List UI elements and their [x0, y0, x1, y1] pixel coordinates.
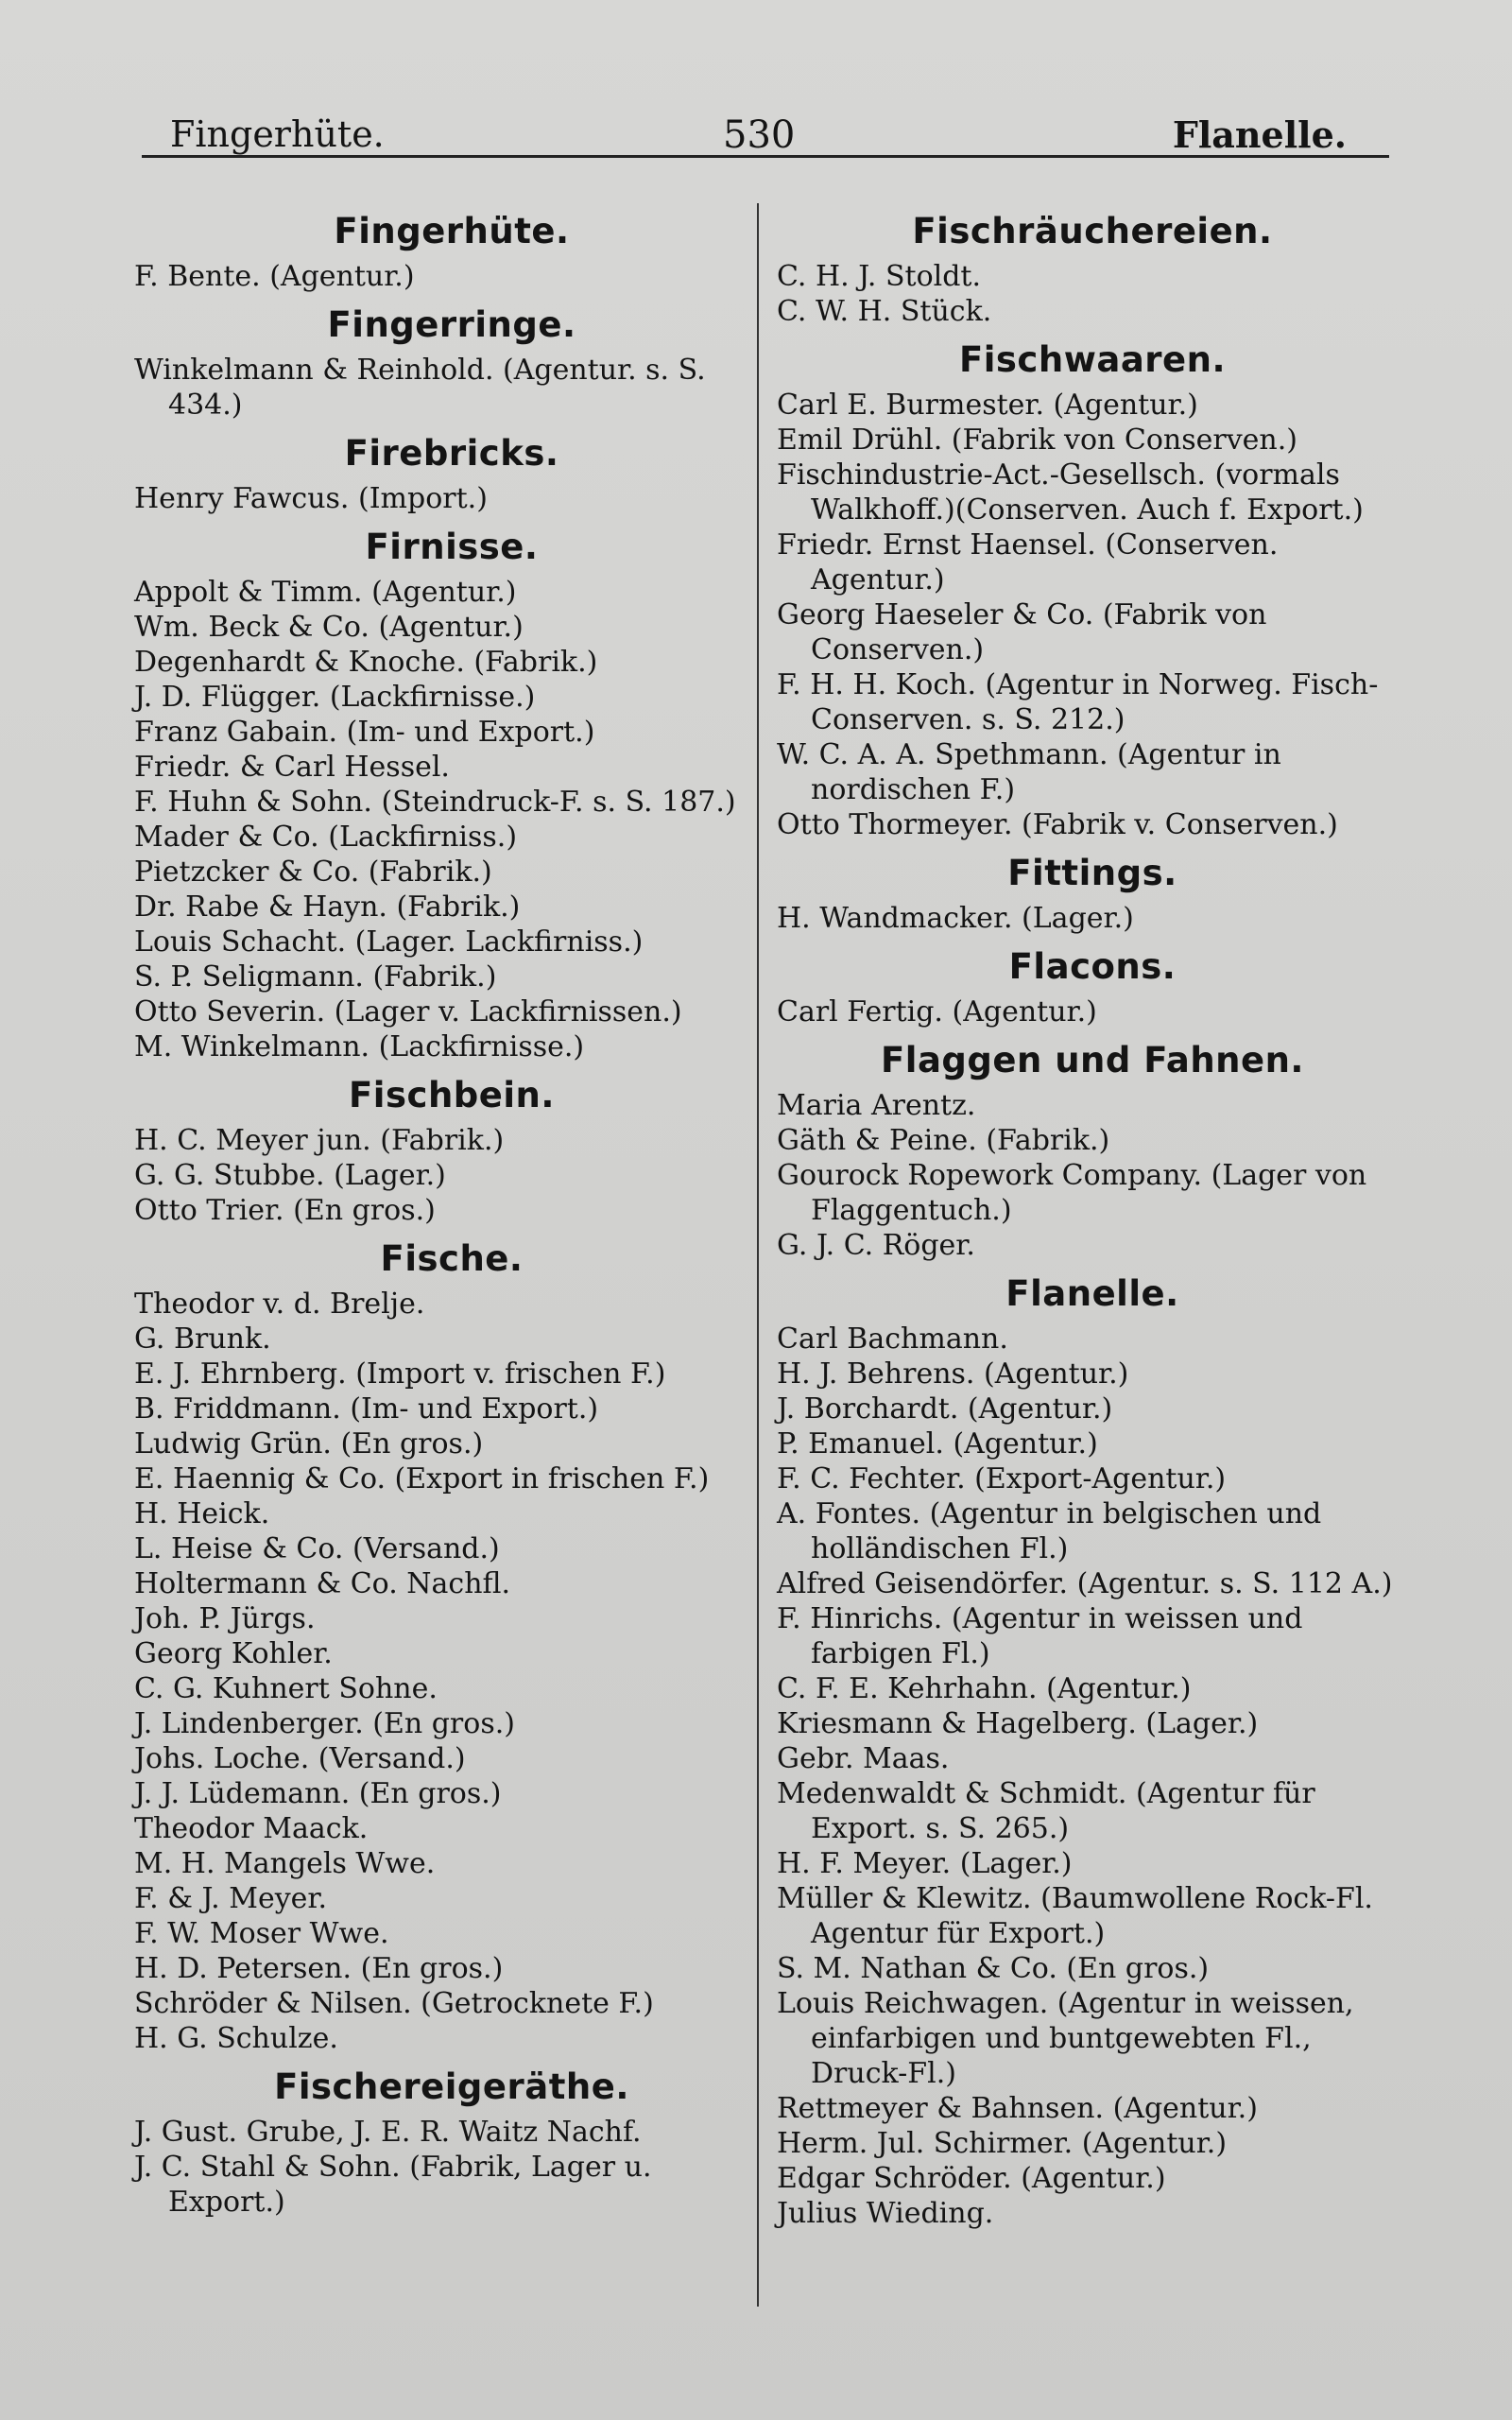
section-heading: Fingerringe.	[327, 304, 576, 345]
directory-entry: Carl E. Burmester. (Agentur.)	[777, 389, 1198, 422]
directory-entry: Medenwaldt & Schmidt. (Agentur für Export. s. S. 265.)	[777, 1777, 1315, 1845]
directory-entry: Gebr. Maas.	[777, 1742, 950, 1775]
directory-entry: Herm. Jul. Schirmer. (Agentur.)	[777, 2127, 1228, 2160]
directory-entry: H. G. Schulze.	[134, 2022, 338, 2055]
directory-entry: F. Bente. (Agentur.)	[134, 260, 415, 293]
directory-entry: F. & J. Meyer.	[134, 1882, 327, 1915]
directory-entry: C. F. E. Kehrhahn. (Agentur.)	[777, 1672, 1192, 1705]
directory-entry: Degenhardt & Knoche. (Fabrik.)	[134, 646, 598, 679]
directory-entry: Ludwig Grün. (En gros.)	[134, 1427, 484, 1461]
directory-entry: Dr. Rabe & Hayn. (Fabrik.)	[134, 890, 521, 924]
directory-entry: Georg Kohler.	[134, 1637, 333, 1670]
directory-entry: J. Gust. Grube, J. E. R. Waitz Nachf.	[134, 2116, 642, 2149]
directory-entry: W. C. A. A. Spethmann. (Agentur in nordischen F.)	[777, 738, 1281, 806]
directory-entry: Alfred Geisendörfer. (Agentur. s. S. 112 A.)	[777, 1567, 1393, 1600]
directory-entry: Gäth & Peine. (Fabrik.)	[777, 1124, 1110, 1157]
section-heading: Fischwaaren.	[958, 339, 1227, 380]
directory-entry: F. C. Fechter. (Export-Agentur.)	[777, 1462, 1227, 1495]
directory-entry: Wm. Beck & Co. (Agentur.)	[134, 611, 524, 644]
directory-entry: E. Haennig & Co. (Export in frischen F.)	[134, 1462, 710, 1495]
directory-entry: Holtermann & Co. Nachfl.	[134, 1567, 511, 1600]
directory-entry: H. C. Meyer jun. (Fabrik.)	[134, 1124, 505, 1157]
directory-entry: Friedr. & Carl Hessel.	[134, 751, 450, 784]
directory-entry: Franz Gabain. (Im- und Export.)	[134, 716, 595, 749]
directory-entry: Carl Fertig. (Agentur.)	[777, 995, 1097, 1028]
directory-entry: Fischindustrie-Act.-Gesellsch. (vormals Walkhoff.)(Conserven. Auch f. Export.)	[777, 458, 1364, 527]
section-heading: Flaggen und Fahnen.	[880, 1040, 1304, 1080]
section-heading: Firebricks.	[344, 433, 559, 474]
directory-entry: Schröder & Nilsen. (Getrocknete F.)	[134, 1987, 654, 2020]
directory-entry: P. Emanuel. (Agentur.)	[777, 1427, 1098, 1461]
directory-entry: S. P. Seligmann. (Fabrik.)	[134, 960, 497, 994]
section-heading: Fischereigeräthe.	[274, 2066, 629, 2107]
directory-entry: Joh. P. Jürgs.	[134, 1602, 316, 1635]
left-column	[134, 200, 769, 2220]
directory-entry: Louis Schacht. (Lager. Lackfirniss.)	[134, 925, 644, 959]
section-heading: Flacons.	[1008, 946, 1177, 987]
directory-entry: Georg Haeseler & Co. (Fabrik von Conserven.)	[777, 598, 1267, 666]
right-column	[777, 200, 1408, 2231]
section-heading: Fischbein.	[349, 1075, 555, 1115]
section-heading: Fische.	[380, 1238, 524, 1279]
directory-entry: F. W. Moser Wwe.	[134, 1917, 389, 1950]
directory-entry: F. Huhn & Sohn. (Steindruck-F. s. S. 187.)	[134, 786, 736, 819]
directory-entry: B. Friddmann. (Im- und Export.)	[134, 1392, 599, 1426]
directory-entry: G. G. Stubbe. (Lager.)	[134, 1159, 446, 1192]
directory-entry: C. H. J. Stoldt.	[777, 260, 982, 293]
directory-entry: C. W. H. Stück.	[777, 295, 992, 328]
header-left-keyword: Fingerhüte.	[170, 113, 385, 155]
directory-entry: Pietzcker & Co. (Fabrik.)	[134, 856, 492, 889]
directory-entry: F. H. H. Koch. (Agentur in Norweg. Fisch-Conserven. s. S. 212.)	[777, 668, 1379, 736]
directory-entry: H. J. Behrens. (Agentur.)	[777, 1357, 1129, 1391]
directory-entry: C. G. Kuhnert Sohne.	[134, 1672, 438, 1705]
directory-entry: M. H. Mangels Wwe.	[134, 1847, 436, 1880]
section-heading: Fischräuchereien.	[912, 211, 1273, 251]
page-header	[142, 106, 1389, 158]
directory-entry: Maria Arentz.	[777, 1089, 976, 1122]
directory-entry: Müller & Klewitz. (Baumwollene Rock-Fl. Agentur für Export.)	[777, 1882, 1373, 1950]
directory-entry: L. Heise & Co. (Versand.)	[134, 1532, 500, 1565]
directory-entry: Theodor v. d. Brelje.	[134, 1288, 425, 1321]
section-heading: Firnisse.	[365, 527, 539, 567]
directory-entry: J. D. Flügger. (Lackfirnisse.)	[134, 681, 536, 714]
directory-entry: Carl Bachmann.	[777, 1322, 1008, 1356]
directory-entry: Otto Trier. (En gros.)	[134, 1194, 436, 1227]
directory-entry: J. Lindenberger. (En gros.)	[134, 1707, 515, 1740]
directory-entry: Winkelmann & Reinhold. (Agentur. s. S. 434.)	[134, 354, 706, 422]
directory-entry: M. Winkelmann. (Lackfirnisse.)	[134, 1030, 585, 1063]
directory-entry: G. Brunk.	[134, 1322, 271, 1356]
directory-entry: S. M. Nathan & Co. (En gros.)	[777, 1952, 1210, 1985]
directory-entry: A. Fontes. (Agentur in belgischen und holländischen Fl.)	[777, 1497, 1322, 1565]
directory-entry: Johs. Loche. (Versand.)	[134, 1742, 466, 1775]
section-heading: Fittings.	[1007, 853, 1177, 893]
directory-entry: G. J. C. Röger.	[777, 1229, 975, 1262]
directory-entry: J. J. Lüdemann. (En gros.)	[134, 1777, 502, 1810]
page-number: 530	[723, 113, 796, 157]
directory-entry: Kriesmann & Hagelberg. (Lager.)	[777, 1707, 1259, 1740]
directory-entry: J. Borchardt. (Agentur.)	[777, 1392, 1113, 1426]
directory-entry: H. D. Petersen. (En gros.)	[134, 1952, 504, 1985]
directory-entry: Edgar Schröder. (Agentur.)	[777, 2162, 1166, 2195]
directory-entry: Otto Thormeyer. (Fabrik v. Conserven.)	[777, 808, 1338, 841]
directory-entry: Louis Reichwagen. (Agentur in weissen, einfarbigen und buntgewebten Fl., Druck-Fl.)	[777, 1987, 1354, 2090]
directory-entry: Appolt & Timm. (Agentur.)	[134, 576, 517, 609]
section-heading: Flanelle.	[1005, 1273, 1179, 1314]
directory-entry: Theodor Maack.	[134, 1812, 369, 1845]
directory-entry: Rettmeyer & Bahnsen. (Agentur.)	[777, 2092, 1258, 2125]
directory-entry: Julius Wieding.	[777, 2197, 994, 2230]
directory-entry: J. C. Stahl & Sohn. (Fabrik, Lager u. Export.)	[134, 2151, 652, 2219]
directory-entry: Otto Severin. (Lager v. Lackfirnissen.)	[134, 995, 682, 1028]
directory-entry: Emil Drühl. (Fabrik von Conserven.)	[777, 424, 1297, 457]
directory-entry: F. Hinrichs. (Agentur in weissen und farbigen Fl.)	[777, 1602, 1303, 1670]
section-heading: Fingerhüte.	[334, 211, 570, 251]
directory-entry: E. J. Ehrnberg. (Import v. frischen F.)	[134, 1357, 666, 1391]
directory-entry: Friedr. Ernst Haensel. (Conserven. Agentur.)	[777, 528, 1279, 596]
directory-entry: Mader & Co. (Lackfirniss.)	[134, 821, 518, 854]
directory-entry: H. Wandmacker. (Lager.)	[777, 902, 1134, 935]
directory-entry: H. F. Meyer. (Lager.)	[777, 1847, 1073, 1880]
directory-entry: H. Heick.	[134, 1497, 270, 1530]
header-right-keyword: Flanelle.	[1172, 113, 1347, 156]
directory-entry: Henry Fawcus. (Import.)	[134, 482, 488, 515]
directory-entry: Gourock Ropework Company. (Lager von Flaggentuch.)	[777, 1159, 1367, 1227]
